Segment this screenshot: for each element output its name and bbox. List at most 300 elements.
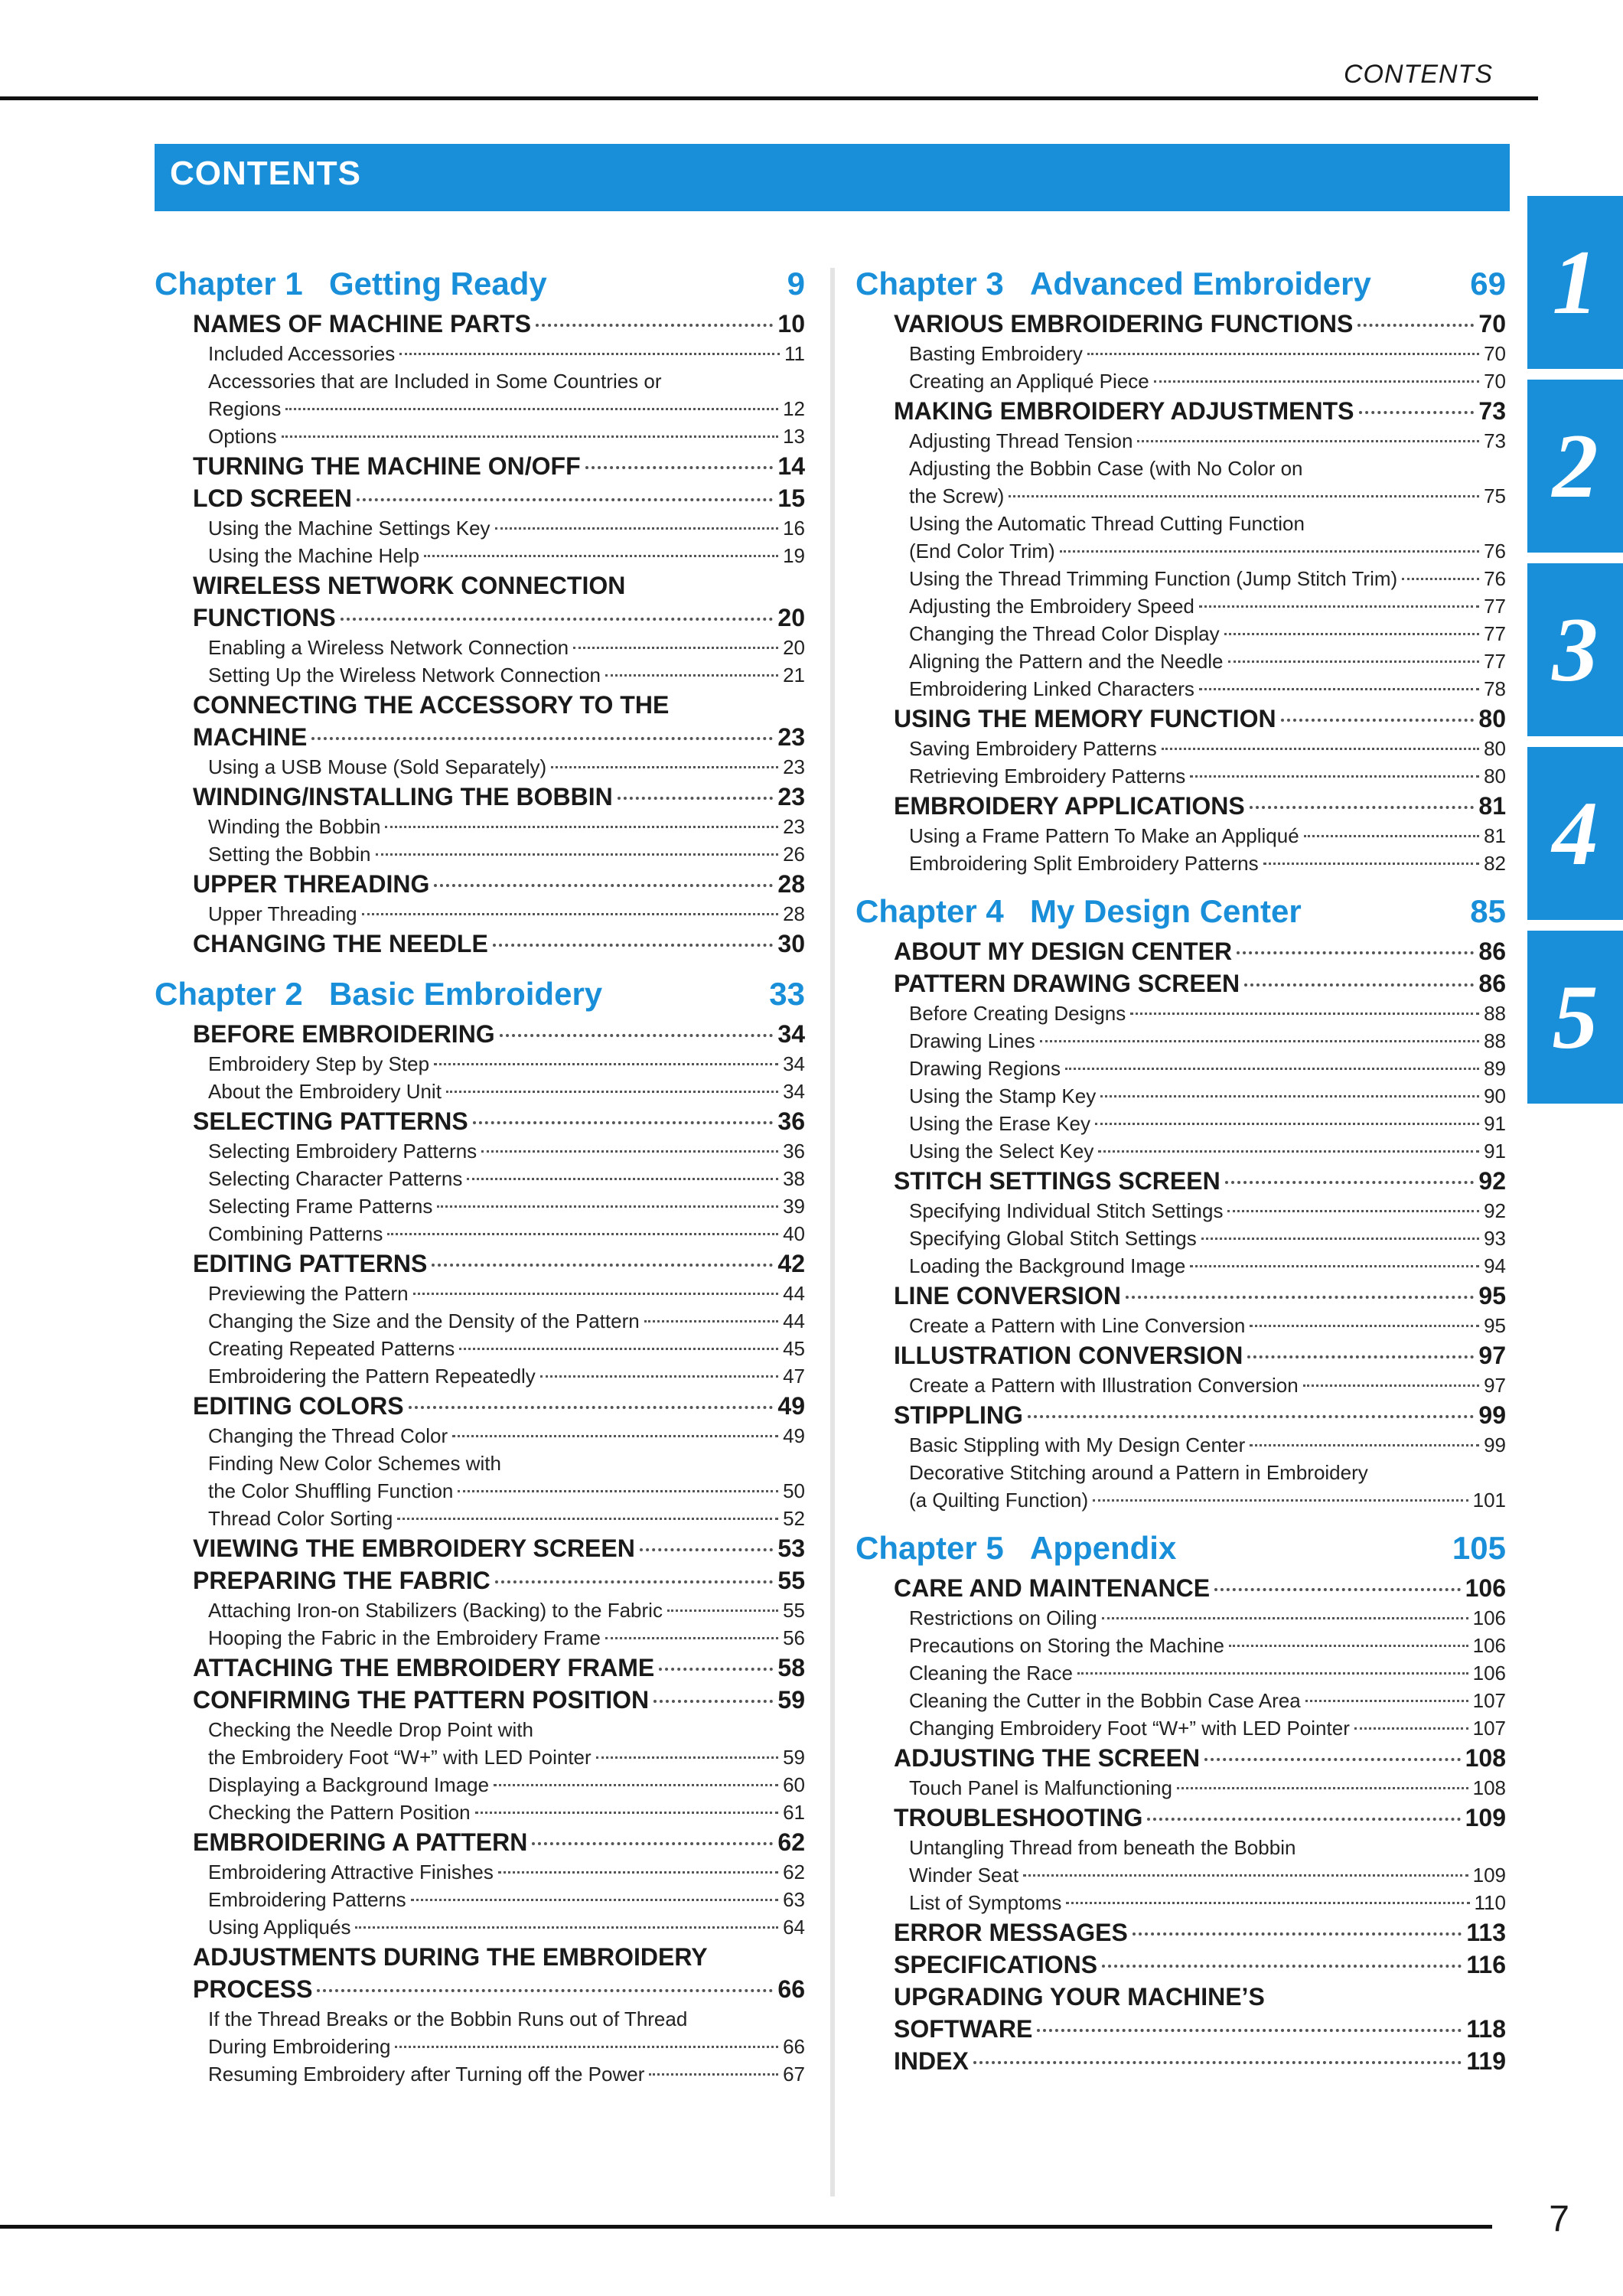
section-page: 109 [1465, 1804, 1506, 1831]
entry-page: 88 [1484, 1002, 1506, 1025]
entry-page: 11 [784, 342, 805, 365]
dot-leader [1250, 806, 1475, 809]
dot-leader [424, 555, 778, 557]
toc-entry[interactable] [155, 1477, 805, 1505]
section-title: PATTERN DRAWING SCREEN [894, 970, 1240, 997]
entry-page: 95 [1484, 1314, 1506, 1337]
section-title: CONFIRMING THE PATTERN POSITION [193, 1686, 650, 1714]
toc-entry[interactable] [155, 1220, 805, 1247]
toc-entry[interactable] [155, 1596, 805, 1624]
entry-title: Using a USB Mouse (Sold Separately) [208, 755, 547, 778]
dot-leader [494, 1784, 778, 1786]
toc-section[interactable] [155, 1973, 805, 2005]
toc-section[interactable] [155, 689, 805, 721]
section-page: 20 [777, 604, 805, 631]
toc-section[interactable] [855, 395, 1506, 427]
entry-title: Creating Repeated Patterns [208, 1337, 455, 1360]
section-title: ATTACHING THE EMBROIDERY FRAME [193, 1654, 655, 1681]
toc-entry[interactable] [155, 1450, 805, 1477]
toc-entry[interactable] [855, 1110, 1506, 1137]
dot-leader [1224, 633, 1479, 635]
entry-title: Create a Pattern with Line Conversion [909, 1314, 1246, 1337]
toc-section[interactable] [855, 1280, 1506, 1312]
toc-entry[interactable] [855, 592, 1506, 620]
entry-title: Embroidering Attractive Finishes [208, 1861, 494, 1883]
section-page: 81 [1478, 792, 1506, 820]
section-title: EMBROIDERY APPLICATIONS [894, 792, 1245, 820]
dot-leader [1009, 495, 1479, 497]
entry-page: 80 [1484, 765, 1506, 788]
dot-leader [385, 826, 778, 828]
entry-title: Winding the Bobbin [208, 815, 381, 838]
entry-title: Displaying a Background Image [208, 1773, 490, 1796]
toc-entry[interactable] [855, 822, 1506, 850]
dot-leader [536, 324, 773, 327]
toc-entry[interactable] [155, 2005, 805, 2033]
toc-entry[interactable] [855, 537, 1506, 565]
dot-leader [640, 1548, 774, 1551]
toc-entry[interactable] [855, 1687, 1506, 1714]
toc-entry[interactable] [855, 1486, 1506, 1514]
entry-page: 23 [783, 815, 805, 838]
toc-section[interactable] [155, 308, 805, 340]
chapter-tab-5[interactable]: 5 [1527, 931, 1623, 1104]
toc-entry[interactable] [155, 661, 805, 689]
chapter-page: 33 [769, 976, 805, 1012]
chapter-tab-1[interactable]: 1 [1527, 196, 1623, 369]
entry-title: Embroidering Split Embroidery Patterns [909, 852, 1259, 875]
toc-entry[interactable] [155, 1716, 805, 1743]
section-title: SELECTING PATTERNS [193, 1107, 468, 1135]
toc-section[interactable] [855, 1339, 1506, 1371]
toc-entry[interactable] [855, 1082, 1506, 1110]
entry-title: Using the Thread Trimming Function (Jump Stitch Trim) [909, 567, 1398, 590]
toc-section[interactable] [855, 2045, 1506, 2077]
toc-entry[interactable] [855, 510, 1506, 537]
entry-page: 91 [1484, 1140, 1506, 1163]
toc-entry[interactable] [155, 1078, 805, 1105]
dot-leader [585, 466, 774, 469]
toc-section[interactable] [855, 308, 1506, 340]
toc-entry[interactable] [855, 850, 1506, 877]
dot-leader [434, 1063, 778, 1065]
toc-entry[interactable] [155, 900, 805, 928]
toc-section[interactable] [155, 781, 805, 813]
dot-leader [1305, 1700, 1468, 1702]
section-title: ADJUSTMENTS DURING THE EMBROIDERY [193, 1943, 708, 1971]
toc-section[interactable] [855, 967, 1506, 1000]
toc-section[interactable] [855, 1572, 1506, 1604]
toc-entry[interactable] [855, 427, 1506, 455]
toc-entry[interactable] [855, 1714, 1506, 1742]
dot-leader [282, 435, 778, 438]
chapter-title: Advanced Embroidery [1030, 266, 1371, 302]
toc-entry[interactable] [155, 1280, 805, 1307]
chapter-heading[interactable] [155, 970, 805, 1018]
toc-entry[interactable] [855, 1834, 1506, 1861]
chapter-page: 105 [1452, 1530, 1506, 1566]
chapter-number: Chapter 4 [855, 893, 1004, 929]
entry-title: Accessories that are Included in Some Countries or [208, 370, 662, 393]
section-title: WIRELESS NETWORK CONNECTION [193, 572, 626, 599]
chapter-title: Getting Ready [329, 266, 547, 302]
dot-leader [395, 2046, 778, 2048]
entry-title: Selecting Frame Patterns [208, 1195, 433, 1218]
toc-right-column [855, 260, 1506, 2077]
section-page: 86 [1478, 970, 1506, 997]
dot-leader [667, 1609, 778, 1612]
toc-section[interactable] [155, 1018, 805, 1050]
toc-entry[interactable] [155, 753, 805, 781]
chapter-heading[interactable] [855, 1525, 1506, 1572]
toc-entry[interactable] [855, 1431, 1506, 1459]
toc-section[interactable] [155, 482, 805, 514]
toc-entry[interactable] [155, 367, 805, 395]
toc-section[interactable] [855, 1916, 1506, 1949]
toc-entry[interactable] [155, 1624, 805, 1652]
entry-page: 61 [783, 1801, 805, 1824]
toc-entry[interactable] [155, 1422, 805, 1450]
entry-title: Adjusting Thread Tension [909, 429, 1133, 452]
toc-entry[interactable] [855, 620, 1506, 647]
dot-leader [1190, 775, 1479, 778]
dot-leader [317, 1989, 773, 1992]
toc-entry[interactable] [855, 1225, 1506, 1252]
toc-entry[interactable] [155, 340, 805, 367]
dot-leader [596, 1756, 778, 1759]
dot-leader [1214, 1588, 1461, 1591]
dot-leader [1137, 440, 1479, 442]
section-page: 86 [1478, 938, 1506, 965]
dot-leader [973, 2061, 1462, 2064]
toc-section[interactable] [155, 1941, 805, 1973]
entry-title: Using the Machine Settings Key [208, 517, 490, 540]
entry-page: 110 [1474, 1891, 1506, 1914]
entry-title: Combining Patterns [208, 1222, 383, 1245]
entry-title: Included Accessories [208, 342, 396, 365]
toc-entry[interactable] [155, 2060, 805, 2088]
toc-entry[interactable] [155, 1307, 805, 1335]
dot-leader [397, 1518, 778, 1520]
toc-section[interactable] [155, 1564, 805, 1596]
toc-entry[interactable] [155, 2033, 805, 2060]
chapter-heading[interactable] [155, 260, 805, 308]
dot-leader [1402, 578, 1479, 580]
dot-leader [1229, 1645, 1468, 1647]
entry-title: Using the Erase Key [909, 1112, 1091, 1135]
toc-section[interactable] [155, 450, 805, 482]
toc-entry[interactable] [155, 1913, 805, 1941]
toc-entry[interactable] [155, 1505, 805, 1532]
toc-section[interactable] [155, 1390, 805, 1422]
section-title: LINE CONVERSION [894, 1282, 1121, 1309]
toc-section[interactable] [855, 1399, 1506, 1431]
chapter-number: Chapter 3 [855, 266, 1004, 302]
dot-leader [467, 1178, 778, 1180]
toc-section[interactable] [155, 1826, 805, 1858]
entry-page: 97 [1484, 1374, 1506, 1397]
entry-page: 52 [783, 1507, 805, 1530]
dot-leader [409, 1406, 774, 1409]
chapter-label [855, 260, 1371, 308]
toc-entry[interactable] [855, 1312, 1506, 1339]
dot-leader [1162, 748, 1479, 750]
toc-entry[interactable] [855, 1889, 1506, 1916]
entry-title: Touch Panel is Malfunctioning [909, 1776, 1172, 1799]
dot-leader [1060, 550, 1479, 553]
toc-entry[interactable] [855, 482, 1506, 510]
entry-title: Using a Frame Pattern To Make an Appliqué [909, 824, 1299, 847]
entry-title: Using the Machine Help [208, 544, 420, 567]
toc-entry[interactable] [155, 514, 805, 542]
toc-entry[interactable] [855, 675, 1506, 703]
entry-title: Create a Pattern with Illustration Conversion [909, 1374, 1299, 1397]
chapter-tab-2[interactable]: 2 [1527, 380, 1623, 553]
toc-entry[interactable] [855, 565, 1506, 592]
entry-title: Before Creating Designs [909, 1002, 1126, 1025]
toc-entry[interactable] [155, 1886, 805, 1913]
page-number: 7 [1549, 2199, 1569, 2239]
dot-leader [311, 737, 773, 740]
entry-title: Resuming Embroidery after Turning off the Power [208, 2063, 645, 2086]
toc-section[interactable] [855, 1165, 1506, 1197]
entry-title: Thread Color Sorting [208, 1507, 393, 1530]
toc-entry[interactable] [155, 1050, 805, 1078]
toc-entry[interactable] [155, 542, 805, 569]
section-page: 42 [777, 1250, 805, 1277]
section-title: MACHINE [193, 723, 308, 751]
entry-page: 78 [1484, 677, 1506, 700]
entry-title: Untangling Thread from beneath the Bobbin [909, 1836, 1296, 1859]
toc-section[interactable] [855, 1981, 1506, 2013]
dot-leader [495, 1580, 774, 1583]
entry-title: the Color Shuffling Function [208, 1479, 454, 1502]
entry-title: Enabling a Wireless Network Connection [208, 636, 569, 659]
section-title: PREPARING THE FABRIC [193, 1567, 490, 1594]
toc-section[interactable] [155, 868, 805, 900]
toc-entry[interactable] [155, 1165, 805, 1192]
entry-title: (End Color Trim) [909, 540, 1055, 563]
toc-section[interactable] [855, 1742, 1506, 1774]
entry-page: 70 [1484, 370, 1506, 393]
toc-entry[interactable] [155, 395, 805, 422]
dot-leader [1250, 1444, 1479, 1446]
toc-entry[interactable] [155, 1137, 805, 1165]
section-title: EMBROIDERING A PATTERN [193, 1828, 528, 1856]
toc-entry[interactable] [155, 1335, 805, 1362]
entry-title: Selecting Embroidery Patterns [208, 1140, 477, 1163]
toc-entry[interactable] [855, 735, 1506, 762]
chapter-label [155, 970, 602, 1018]
chapter-spacer [155, 960, 805, 970]
section-page: 97 [1478, 1342, 1506, 1369]
toc-section[interactable] [155, 1247, 805, 1280]
section-title: CONNECTING THE ACCESSORY TO THE [193, 691, 670, 719]
dot-leader [376, 853, 779, 856]
entry-title: Using the Automatic Thread Cutting Function [909, 512, 1305, 535]
chapter-heading[interactable] [855, 260, 1506, 308]
toc-entry[interactable] [855, 1604, 1506, 1632]
toc-entry[interactable] [855, 1000, 1506, 1027]
toc-entry[interactable] [855, 1632, 1506, 1659]
dot-leader [452, 1435, 778, 1437]
dot-leader [1281, 719, 1475, 722]
section-page: 49 [777, 1392, 805, 1420]
toc-entry[interactable] [855, 367, 1506, 395]
dot-leader [659, 1668, 773, 1671]
entry-page: 45 [783, 1337, 805, 1360]
section-page: 73 [1478, 397, 1506, 425]
chapter-spacer [855, 1514, 1506, 1525]
dot-leader [605, 674, 778, 677]
entry-title: Checking the Pattern Position [208, 1801, 471, 1824]
entry-title: Checking the Needle Drop Point with [208, 1718, 533, 1741]
toc-entry[interactable] [155, 1192, 805, 1220]
toc-entry[interactable] [155, 1858, 805, 1886]
entry-page: 99 [1484, 1433, 1506, 1456]
toc-section[interactable] [155, 1532, 805, 1564]
toc-entry[interactable] [155, 634, 805, 661]
entry-page: 88 [1484, 1029, 1506, 1052]
section-page: 118 [1466, 2015, 1506, 2043]
toc-entry[interactable] [855, 1459, 1506, 1486]
dot-leader [362, 913, 778, 915]
dot-leader [649, 2073, 778, 2076]
section-title: ERROR MESSAGES [894, 1919, 1128, 1946]
entry-title: Embroidering the Pattern Repeatedly [208, 1365, 536, 1388]
dot-leader [532, 1842, 773, 1845]
toc-section[interactable] [855, 935, 1506, 967]
dot-leader [1304, 835, 1479, 837]
section-title: ADJUSTING THE SCREEN [894, 1744, 1201, 1772]
entry-title: Regions [208, 397, 282, 420]
entry-title: Changing the Thread Color Display [909, 622, 1220, 645]
entry-page: 20 [783, 636, 805, 659]
toc-section[interactable] [155, 1684, 805, 1716]
toc-entry[interactable] [855, 762, 1506, 790]
toc-entry[interactable] [155, 1771, 805, 1799]
toc-entry[interactable] [855, 455, 1506, 482]
toc-section[interactable] [155, 1652, 805, 1684]
entry-page: 93 [1484, 1227, 1506, 1250]
section-title: INDEX [894, 2047, 969, 2075]
toc-entry[interactable] [855, 1659, 1506, 1687]
toc-entry[interactable] [855, 1252, 1506, 1280]
entry-title: Attaching Iron-on Stabilizers (Backing) to the Fabric [208, 1599, 663, 1622]
entry-title: About the Embroidery Unit [208, 1080, 442, 1103]
dot-leader [1147, 1818, 1460, 1821]
toc-section[interactable] [155, 928, 805, 960]
toc-section[interactable] [155, 721, 805, 753]
entry-title: Using Appliqués [208, 1916, 351, 1939]
chapter-tab-4[interactable]: 4 [1527, 747, 1623, 920]
toc-entry[interactable] [155, 813, 805, 840]
dot-leader [432, 1264, 773, 1267]
toc-entry[interactable] [855, 1055, 1506, 1082]
dot-leader [1154, 380, 1479, 383]
dot-leader [644, 1320, 778, 1322]
toc-entry[interactable] [155, 1362, 805, 1390]
toc-entry[interactable] [155, 1743, 805, 1771]
chapter-tab-3[interactable]: 3 [1527, 563, 1623, 736]
section-title: PROCESS [193, 1975, 313, 2003]
toc-entry[interactable] [155, 840, 805, 868]
top-rule [0, 96, 1538, 100]
entry-page: 34 [783, 1052, 805, 1075]
entry-page: 13 [783, 425, 805, 448]
toc-section[interactable] [155, 602, 805, 634]
toc-section[interactable] [855, 790, 1506, 822]
toc-entry[interactable] [155, 1799, 805, 1826]
toc-entry[interactable] [855, 1027, 1506, 1055]
entry-page: 26 [783, 843, 805, 866]
section-title: BEFORE EMBROIDERING [193, 1020, 495, 1048]
section-title: STIPPLING [894, 1401, 1023, 1429]
toc-section[interactable] [855, 703, 1506, 735]
toc-entry[interactable] [855, 1861, 1506, 1889]
entry-page: 70 [1484, 342, 1506, 365]
toc-section[interactable] [855, 2013, 1506, 2045]
entry-title: Specifying Global Stitch Settings [909, 1227, 1197, 1250]
toc-entry[interactable] [855, 647, 1506, 675]
dot-leader [1126, 1296, 1474, 1299]
entry-page: 80 [1484, 737, 1506, 760]
dot-leader [1133, 1932, 1462, 1936]
section-title: NAMES OF MACHINE PARTS [193, 310, 532, 338]
dot-leader [1102, 1965, 1462, 1968]
toc-section[interactable] [155, 1105, 805, 1137]
section-page: 119 [1466, 2047, 1506, 2075]
entry-page: 106 [1472, 1634, 1506, 1657]
entry-page: 44 [783, 1309, 805, 1332]
section-title: VIEWING THE EMBROIDERY SCREEN [193, 1534, 635, 1562]
entry-title: Setting the Bobbin [208, 843, 371, 866]
entry-title: Decorative Stitching around a Pattern in Embroidery [909, 1461, 1368, 1484]
entry-title: Embroidery Step by Step [208, 1052, 430, 1075]
entry-title: Basic Stippling with My Design Center [909, 1433, 1246, 1456]
dot-leader [605, 1637, 778, 1639]
dot-leader [1225, 1181, 1475, 1184]
section-page: 116 [1466, 1951, 1506, 1978]
section-page: 92 [1478, 1167, 1506, 1195]
toc-entry[interactable] [855, 1371, 1506, 1399]
toc-entry[interactable] [855, 1774, 1506, 1802]
entry-title: Changing the Size and the Density of the Pattern [208, 1309, 640, 1332]
chapter-title: My Design Center [1030, 893, 1302, 929]
dot-leader [1237, 951, 1474, 954]
entry-title: Specifying Individual Stitch Settings [909, 1199, 1224, 1222]
toc-section[interactable] [155, 569, 805, 602]
section-page: 10 [777, 310, 805, 338]
dot-leader [498, 1871, 778, 1874]
toc-entry[interactable] [855, 340, 1506, 367]
chapter-title: Appendix [1030, 1530, 1177, 1566]
dot-leader [1087, 353, 1479, 355]
toc-section[interactable] [855, 1802, 1506, 1834]
section-page: 28 [777, 870, 805, 898]
toc-entry[interactable] [155, 422, 805, 450]
entry-page: 36 [783, 1140, 805, 1163]
section-page: 113 [1466, 1919, 1506, 1946]
entry-title: Upper Threading [208, 902, 357, 925]
toc-section[interactable] [855, 1949, 1506, 1981]
toc-entry[interactable] [855, 1197, 1506, 1225]
entry-page: 16 [783, 517, 805, 540]
dot-leader [1204, 1758, 1461, 1761]
entry-title: Retrieving Embroidery Patterns [909, 765, 1186, 788]
toc-entry[interactable] [855, 1137, 1506, 1165]
chapter-heading[interactable] [855, 888, 1506, 935]
